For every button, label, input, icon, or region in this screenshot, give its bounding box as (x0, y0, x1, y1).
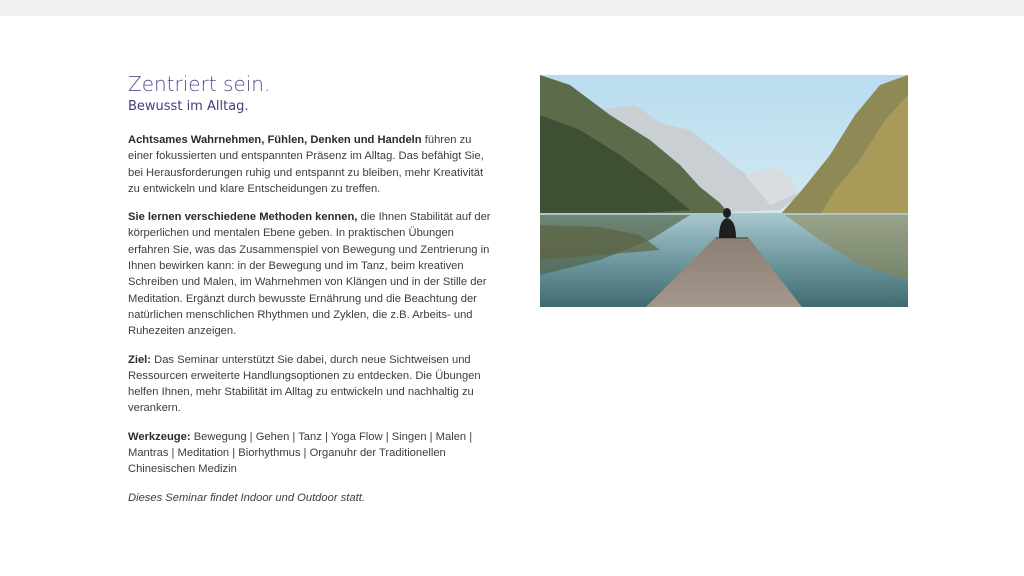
indoor-outdoor-note: Dieses Seminar findet Indoor und Outdoor statt. (128, 491, 365, 504)
top-strip (0, 0, 1024, 16)
paragraph-goal-lead: Ziel: (128, 353, 151, 366)
paragraph-methods-lead: Sie lernen verschiedene Methoden kennen, (128, 211, 358, 224)
page-subtitle: Bewusst im Alltag. (128, 99, 249, 114)
paragraph-goal-text: Das Seminar unterstützt Sie dabei, durch neue Sichtweisen und Ressourcen erweiterte Handlungsoptionen zu entdecken. Die Übungen helfen Ihnen, mehr Stabilität im Alltag zu entwickeln und nachhaltig zu verankern. (128, 353, 481, 415)
hero-image-lake-meditation (540, 75, 908, 307)
seminar-description (128, 72, 494, 506)
paragraph-tools-lead: Werkzeuge: (128, 430, 191, 443)
lake-mountain-illustration (540, 75, 908, 307)
paragraph-goal (128, 352, 494, 417)
paragraph-tools (128, 429, 494, 478)
paragraph-intro-text: führen zu einer fokussierten und entspannten Präsenz im Alltag. Das befähigt Sie, bei Herausforderungen ruhig und entspannt zu bleiben, mehr Kreativität zu entwickeln und klare Entscheidungen zu treffen. (128, 134, 484, 195)
paragraph-tools-text: Bewegung | Gehen | Tanz | Yoga Flow | Singen | Malen | Mantras | Meditation | Biorhythmus | Organuhr der Traditionellen Chinesischen Medizin (128, 430, 473, 476)
paragraph-intro (128, 132, 494, 197)
person-head (723, 208, 731, 218)
paragraph-methods (128, 209, 494, 339)
page-title: Zentriert sein. (128, 72, 271, 96)
paragraph-intro-lead: Achtsames Wahrnehmen, Fühlen, Denken und Handeln (128, 134, 422, 146)
paragraph-methods-text: die Ihnen Stabilität auf der körperlichen und mentalen Ebene geben. In praktischen Übungen erfahren Sie, was das Zusammenspiel von Bewegung und Zentrierung in Ihnen bewirken kann: in der Bewegung und im Tanz, beim kreativen Schreiben und Malen, im Wahrnehmen von Klängen und in der Stille der Meditation. Ergänzt durch bewusste Ernährung und die Beachtung der natürlichen menschlichen Rhythmen und Zyklen, die z.B. Arbeits- und Ruhezeiten anzeigen. (128, 211, 491, 338)
